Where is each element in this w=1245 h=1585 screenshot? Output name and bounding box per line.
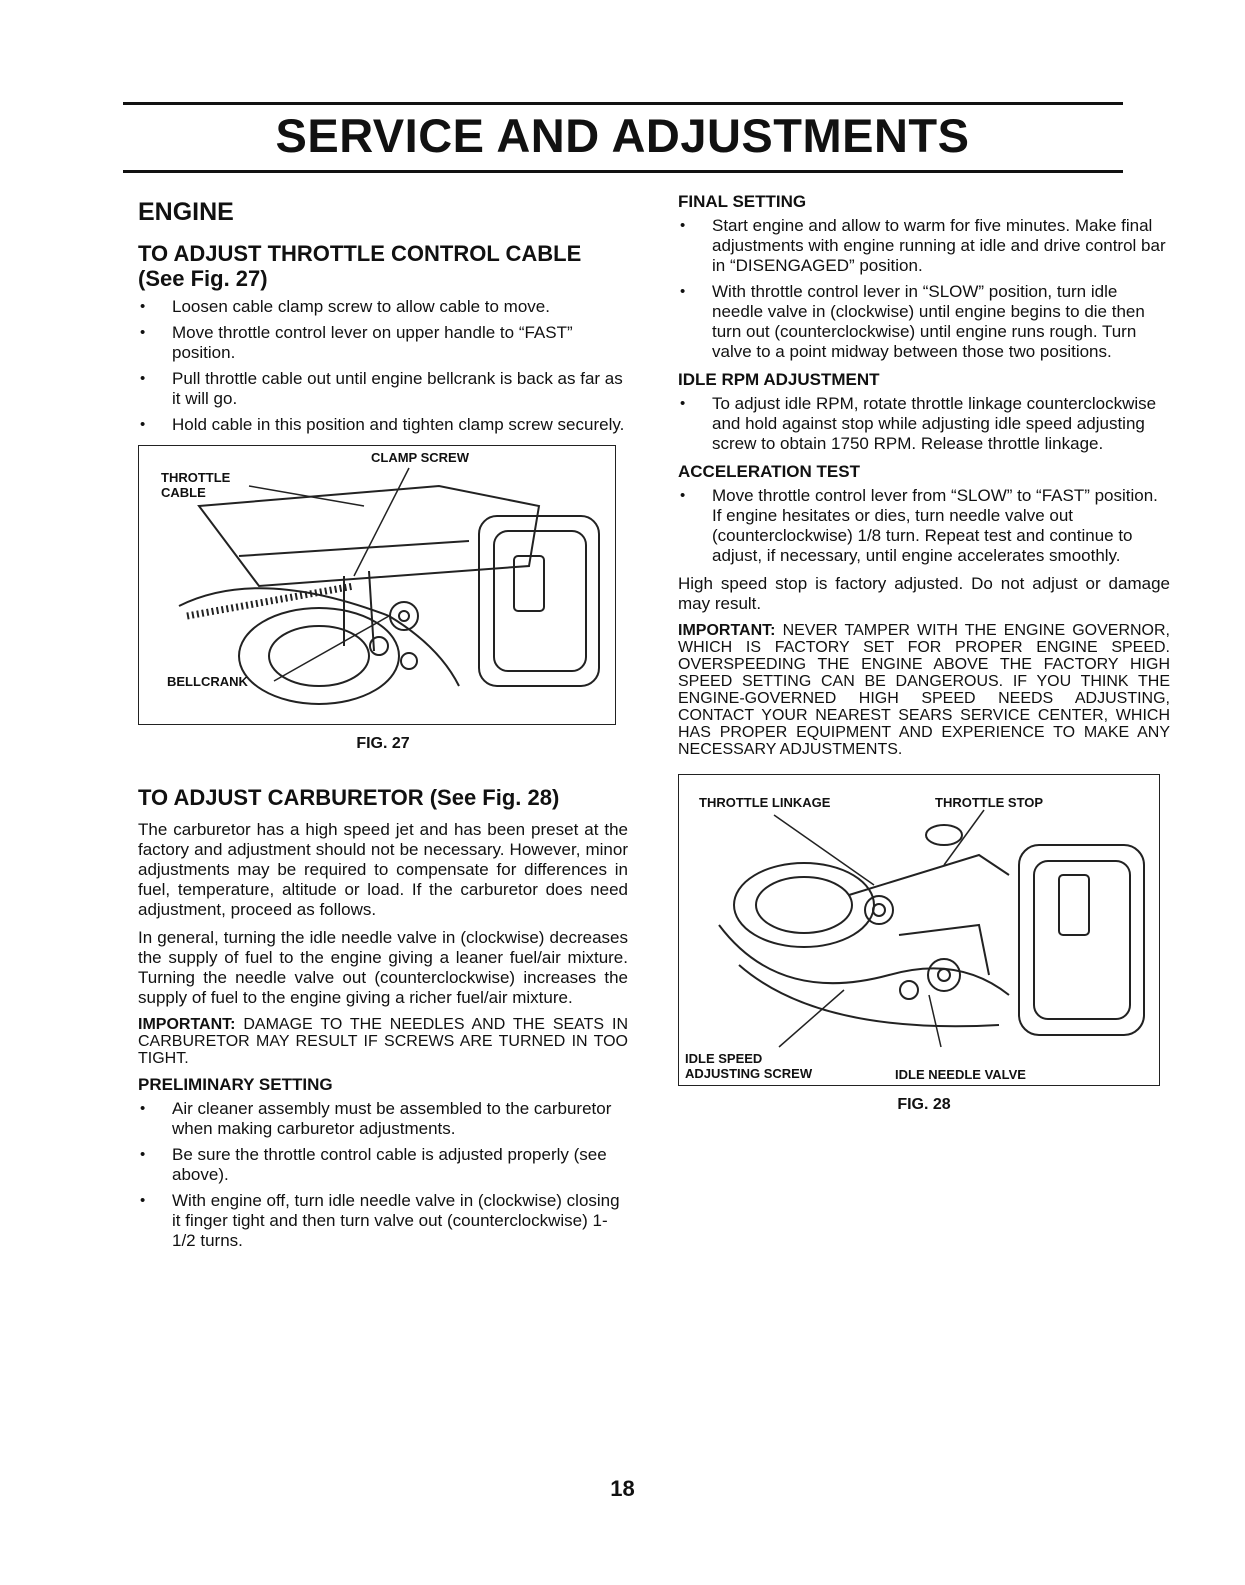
preliminary-steps (138, 1099, 628, 1251)
figure-27-caption: FIG. 27 (356, 735, 410, 752)
throttle-cable-label: THROTTLE CABLE (161, 470, 231, 500)
clamp-screw-label: CLAMP SCREW (371, 450, 469, 465)
list-item: • Air cleaner assembly must be assembled to the carburetor when making carburetor adjustments. (138, 1099, 628, 1139)
idle-rpm-heading: IDLE RPM ADJUSTMENT (678, 370, 880, 389)
list-item: • Loosen cable clamp screw to allow cable to move. (138, 297, 628, 317)
list-item: • Be sure the throttle control cable is adjusted properly (see above). (138, 1145, 628, 1185)
important-text: NEVER TAMPER WITH THE ENGINE GOVERNOR, WHICH IS FACTORY SET FOR PROPER ENGINE SPEED. OVERSPEEDING THE ENGINE ABOVE THE FACTORY HIGH SPEED SETTING CAN BE DANGEROUS. IF YOU THINK THE ENGINE-GOVERNED HIGH SPEED NEEDS ADJUSTING, CONTACT YOUR NEAREST SEARS SERVICE CENTER, WHICH HAS PROPER EQUIPMENT AND EXPERIENCE TO MAKE ANY NECESSARY ADJUSTMENTS. (678, 622, 1171, 758)
engine-heading: ENGINE (138, 198, 234, 226)
idle-speed-screw-label: IDLE SPEED ADJUSTING SCREW (685, 1051, 813, 1081)
important-label: IMPORTANT: (138, 1016, 236, 1033)
needle-valve-paragraph: In general, turning the idle needle valve in (clockwise) decreases the supply of fuel to the engine giving a leaner fuel/air mixture. Turning the needle valve out (counterclockwise) increases the supply of fuel to the engine giving a richer fuel/air mixture. (138, 928, 628, 1007)
important-text: DAMAGE TO THE NEEDLES AND THE SEATS IN CARBURETOR MAY RESULT IF SCREWS ARE TURNED IN TOO TIGHT. (138, 1016, 628, 1067)
title-rule (123, 170, 1123, 173)
acceleration-heading: ACCELERATION TEST (678, 462, 860, 481)
idle-rpm-steps (678, 394, 1170, 454)
list-item: • Move throttle control lever from “SLOW” to “FAST” position. If engine hesitates or dies, turn needle valve out (counterclockwise) 1/8 turn. Repeat test and continue to adjust, if necessary, until engine accelerates smoothly. (678, 486, 1170, 566)
carburetor-intro: The carburetor has a high speed jet and has been preset at the factory and adjustment should not be necessary. However, minor adjustments may be required to compensate for differences in fuel, temperature, altitude or load. If the carburetor does need adjustment, proceed as follows. (138, 820, 628, 919)
list-item: • Start engine and allow to warm for five minutes. Make final adjustments with engine running at idle and drive control bar in “DISENGAGED” position. (678, 216, 1170, 276)
throttle-cable-heading: TO ADJUST THROTTLE CONTROL CABLE (See Fig. 27) (138, 241, 582, 291)
carburetor-heading: TO ADJUST CARBURETOR (See Fig. 28) (138, 785, 560, 810)
list-item: • Move throttle control lever on upper handle to “FAST” position. (138, 323, 628, 363)
preliminary-heading: PRELIMINARY SETTING (138, 1075, 333, 1094)
list-item: • To adjust idle RPM, rotate throttle linkage counterclockwise and hold against stop while adjusting idle speed adjusting screw to obtain 1750 RPM. Release throttle linkage. (678, 394, 1170, 454)
figure-28 (678, 774, 1160, 1086)
carburetor-illustration (679, 775, 1159, 1085)
important-label: IMPORTANT: (678, 622, 776, 639)
throttle-stop-label: THROTTLE STOP (935, 795, 1044, 810)
idle-needle-valve-label: IDLE NEEDLE VALVE (895, 1067, 1026, 1082)
acceleration-steps (678, 486, 1170, 566)
final-setting-heading: FINAL SETTING (678, 192, 807, 211)
throttle-steps (138, 297, 628, 435)
list-item: • Hold cable in this position and tighten clamp screw securely. (138, 415, 628, 435)
list-item: • Pull throttle cable out until engine bellcrank is back as far as it will go. (138, 369, 628, 409)
page-number: 18 (610, 1476, 635, 1501)
top-rule (123, 102, 1123, 105)
left-column (138, 188, 628, 1259)
figure-28-caption: FIG. 28 (897, 1096, 951, 1113)
page-title: SERVICE AND ADJUSTMENTS (275, 109, 970, 162)
needles-warning (138, 1016, 628, 1067)
bellcrank-label: BELLCRANK (167, 674, 248, 689)
final-setting-steps (678, 216, 1170, 362)
throttle-linkage-label: THROTTLE LINKAGE (699, 795, 831, 810)
right-column (678, 192, 1170, 1114)
list-item: • With throttle control lever in “SLOW” position, turn idle needle valve in (clockwise) until engine begins to die then turn out (counterclockwise) until engine runs rough. Turn valve to a point midway between those two positions. (678, 282, 1170, 362)
list-item: • With engine off, turn idle needle valve in (clockwise) closing it finger tight and then turn valve out (counterclockwise) 1-1/2 turns. (138, 1191, 628, 1251)
figure-27 (138, 445, 616, 725)
governor-warning (678, 622, 1170, 758)
high-speed-note: High speed stop is factory adjusted. Do not adjust or damage may result. (678, 574, 1170, 613)
